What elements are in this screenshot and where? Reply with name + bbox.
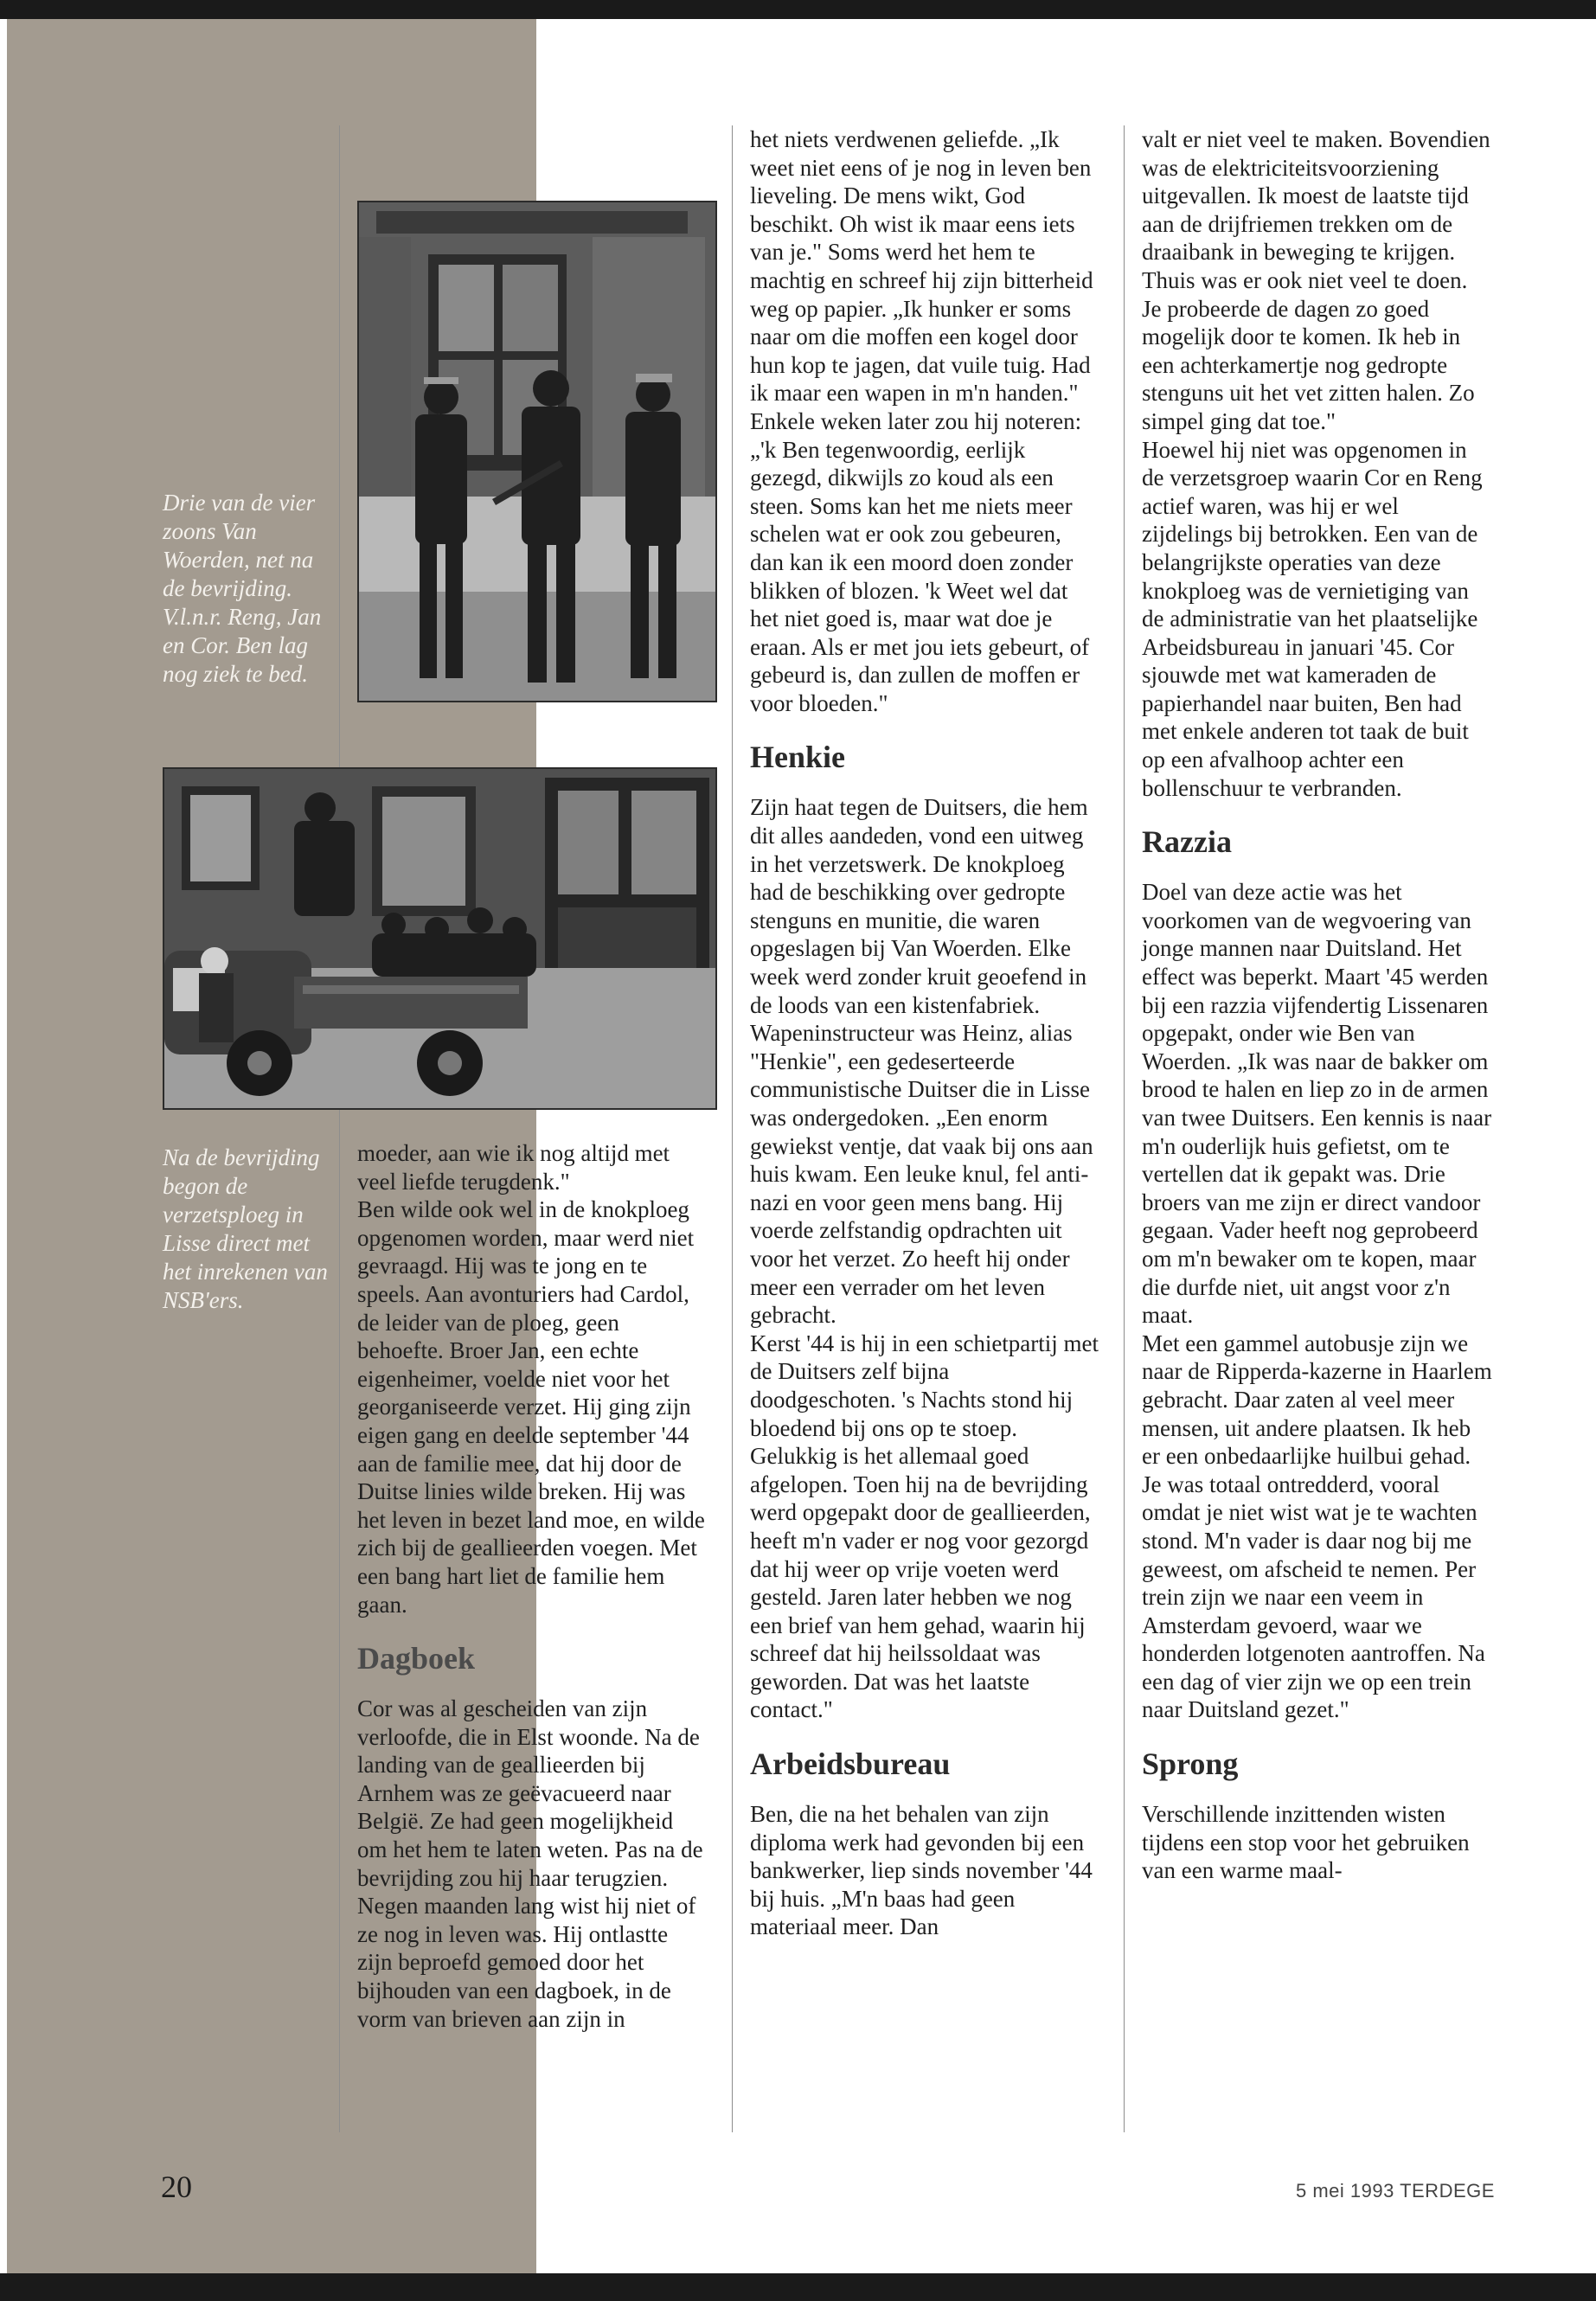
paragraph: het niets verdwenen geliefde. „Ik weet niet eens of je nog in leven ben lieveling. De mens wikt, God beschikt. Oh wist ik maar eens iets van je." Soms werd het hem te machtig en schreef hij zijn bitterheid weg op papier. „Ik hunker er soms naar om die moffen een kogel door hun kop te jagen, dat vuile tuig. Had ik maar een wapen in m'n handen." xyxy=(750,126,1093,407)
subheading-arbeidsbureau: Arbeidsbureau xyxy=(750,1747,951,1782)
subheading-dagboek: Dagboek xyxy=(357,1641,476,1676)
column-rule xyxy=(339,125,340,2132)
paragraph: valt er niet veel te maken. Bovendien was de elektriciteitsvoorziening uitgevallen. Ik moest de laatste tijd aan de drijfriemen trekken om de draaibank in beweging te krijgen. Thuis was er ook niet veel te doen. Je probeerde de dagen zo goed mogelijk door te komen. Ik heb in een achterkamertje nog gedropte stenguns uit het vet zitten halen. Zo simpel ging dat toe." xyxy=(1142,126,1490,434)
paragraph: moeder, aan wie ik nog altijd met veel liefde terugdenk." xyxy=(357,1140,670,1195)
paragraph: Cor was al gescheiden van zijn verloofde, die in Elst woonde. Na de landing van de geallieerden bij Arnhem was ze geëvacueerd naar België. Ze had geen mogelijkheid om het hem te laten weten. Pas na de bevrijding zou hij haar terugzien. Negen maanden lang wist hij niet of ze nog in leven was. Hij ontlastte zijn beproefd gemoed door het bijhouden van een dagboek, in de vorm van brieven aan zijn in xyxy=(357,1695,703,2032)
paragraph: Ben, die na het behalen van zijn diploma werk had gevonden bij een bankwerker, liep sinds november '44 bij huis. „M'n baas had geen materiaal meer. Dan xyxy=(750,1801,1093,1940)
article-column-1 xyxy=(357,1139,708,2033)
paragraph: Met een gammel autobusje zijn we naar de Ripperda-kazerne in Haarlem gebracht. Daar zaten al veel meer mensen, uit andere plaatsen. Ik heb er een onbedaarlijke huilbui gehad. Je was totaal ontredderd, vooral omdat je niet wist wat je te wachten stond. M'n vader is daar nog bij me geweest, om afscheid te nemen. Per trein zijn we naar een veem in Amsterdam gevoerd, waar we honderden lotgenoten aantroffen. Na een dag of vier zijn we op een trein naar Duitsland gezet." xyxy=(1142,1330,1492,1723)
photo-three-brothers-image xyxy=(359,202,715,701)
paragraph: Hoewel hij niet was opgenomen in de verzetsgroep waarin Cor en Reng actief waren, was hij er wel zijdelings bij betrokken. Een van de belangrijkste operaties van deze knokploeg was de vernietiging van de administratie van het plaatselijke Arbeidsbureau in januari '45. Cor sjouwde met wat kameraden de papierhandel naar buiten, Ben had met enkele anderen tot taak de buit op een afvalhoop achter een bollenschuur te verbranden. xyxy=(1142,436,1483,801)
paragraph: Enkele weken later zou hij noteren: „'k Ben tegenwoordig, eerlijk gezegd, dikwijls zo koud als een steen. Soms kan het me niets meer schelen wat er ook zou gebeuren, dan kan ik een moord doen zonder blikken of blozen. 'k Weet wel dat het niet goed is, maar wat doe je eraan. Als er met jou iets gebeurt, of gebeurd is, dan zullen de moffen er voor bloeden." xyxy=(750,407,1090,716)
paragraph: Kerst '44 is hij in een schietpartij met de Duitsers zelf bijna doodgeschoten. 's Nachts stond hij bloedend bij ons op te stoep. Gelukkig is het allemaal goed afgelopen. Toen hij na de bevrijding werd opgepakt door de geallieerden, heeft m'n vader er nog voor gezorgd dat hij weer op vrije voeten werd gesteld. Jaren later hebben we nog een brief van hem gehad, waarin hij schreef dat hij heilssoldaat was geworden. Dat was het laatste contact." xyxy=(750,1330,1099,1723)
paragraph: Ben wilde ook wel in de knokploeg opgenomen worden, maar werd niet gevraagd. Hij was te jong en te speels. Aan avonturiers had Cardol, de leider van de ploeg, geen behoefte. Broer Jan, een echte eigenheimer, voelde niet voor het georganiseerde verzet. Hij ging zijn eigen gang en deelde september '44 aan de familie mee, dat hij door de Duitse linies wilde breken. Hij was het leven in bezet land moe, en wilde zich bij de geallieerden voegen. Met een bang hart liet de familie hem gaan. xyxy=(357,1196,705,1618)
paragraph: Doel van deze actie was het voorkomen van de wegvoering van jonge mannen naar Duitsland. Het effect was beperkt. Maart '45 werden bij een razzia vijfendertig Lissenaren opgepakt, onder wie Ben van Woerden. „Ik was naar de bakker om brood te halen en liep zo in de armen van twee Duitsers. Een kennis is naar m'n ouderlijk huis gefietst, om te vertellen dat ik gepakt was. Drie broers van me zijn er direct vandoor gegaan. Vader heeft nog geprobeerd om m'n bewaker om te kopen, maar die durfde niet, uit angst voor z'n maat. xyxy=(1142,879,1492,1329)
caption-photo-resistance-truck: Na de bevrijding begon de verzetsploeg in Lisse direct met het inrekenen van NSB'ers. xyxy=(163,1144,328,1313)
issue-footer: 5 mei 1993 TERDEGE xyxy=(1296,2180,1495,2202)
paragraph: Verschillende inzittenden wisten tijdens een stop voor het gebruiken van een warme maal- xyxy=(1142,1801,1470,1884)
photo-resistance-truck xyxy=(163,767,717,1110)
caption-photo-three-brothers: Drie van de vier zoons Van Woerden, net na de bevrijding. V.l.n.r. Reng, Jan en Cor. Ben lag nog ziek te bed. xyxy=(163,490,322,687)
subheading-razzia: Razzia xyxy=(1142,824,1232,860)
column-rule xyxy=(1124,125,1125,2132)
page-bottom-border xyxy=(0,2273,1596,2301)
page-number: 20 xyxy=(161,2170,192,2204)
photo-three-brothers xyxy=(357,201,717,702)
article-column-3 xyxy=(1142,125,1492,1885)
column-rule xyxy=(732,125,733,2132)
photo-resistance-truck-image xyxy=(164,769,715,1108)
paragraph: Zijn haat tegen de Duitsers, die hem dit alles aandeden, vond een uitweg in het verzetswerk. De knokploeg had de beschikking over gedropte stenguns en munitie, die waren opgeslagen bij Van Woerden. Elke week werd zonder kruit geoefend in de loods van een kistenfabriek. Wapeninstructeur was Heinz, alias "Henkie", een gedeserteerde communistische Duitser die in Lisse was ondergedoken. „Een enorm gewiekst ventje, dat vaak bij ons aan huis kwam. Een leuke knul, fel anti-nazi en voor geen mens bang. Hij voerde zelfstandig opdrachten uit voor het verzet. Zo heeft hij onder meer een verrader om het leven gebracht. xyxy=(750,794,1093,1329)
article-column-2 xyxy=(750,125,1100,1941)
subheading-henkie: Henkie xyxy=(750,740,846,775)
subheading-sprong: Sprong xyxy=(1142,1747,1239,1782)
page-top-border xyxy=(0,0,1596,19)
